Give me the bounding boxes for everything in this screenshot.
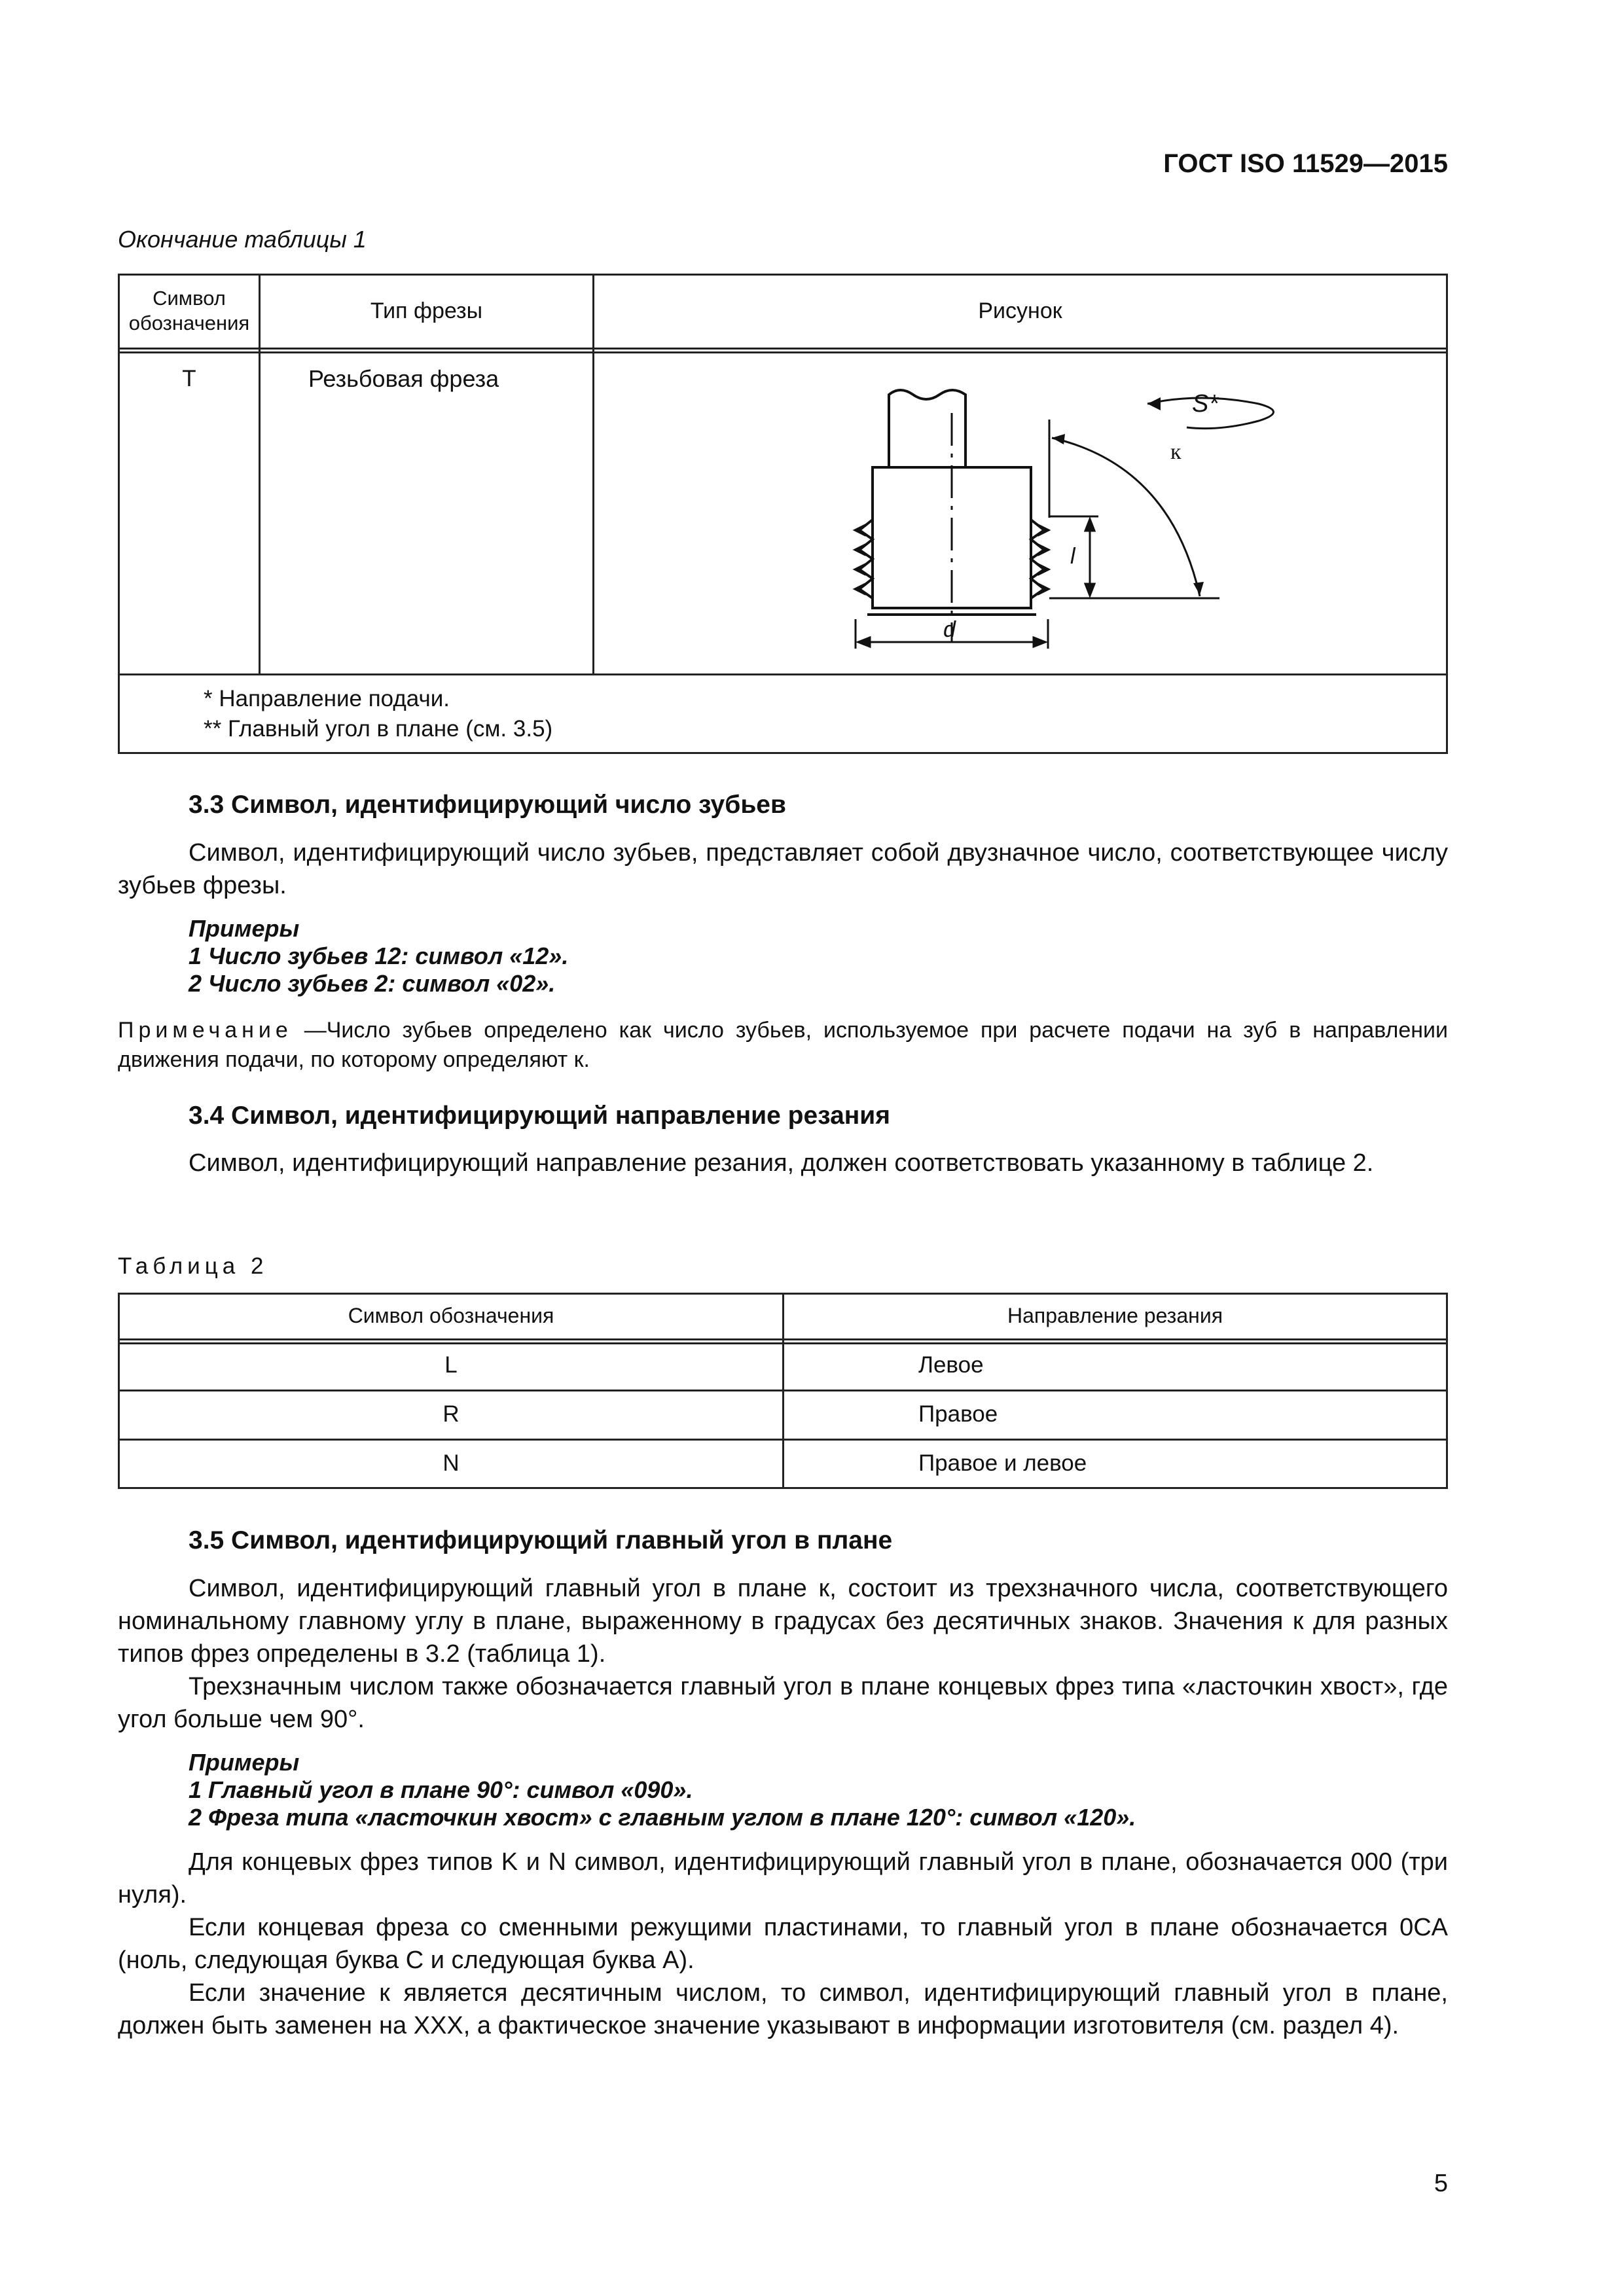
section-3-5-examples: Примеры 1 Главный угол в плане 90°: символ «090». 2 Фреза типа «ласточкин хвост» с главным углом в плане 120°: символ «120». xyxy=(189,1749,1136,1831)
table2-direction-cell: Правое и левое xyxy=(918,1450,1087,1476)
section-3-3-note: Примечание —Число зубьев определено как число зубьев, используемое при расчете подачи на зуб в направлении движения подачи, по которому определяют к. xyxy=(118,1018,1448,1072)
section-3-5-heading: 3.5 Символ, идентифицирующий главный угол в плане xyxy=(189,1526,893,1554)
page-number: 5 xyxy=(1434,2170,1448,2197)
thread-mill-figure xyxy=(807,367,1344,662)
table2-header-direction: Направление резания xyxy=(1007,1304,1223,1327)
section-3-5-paragraph-1: Символ, идентифицирующий главный угол в плане к, состоит из трехзначного числа, соответствующего номинальному главному углу в плане, выраженному в градусах без десятичных знаков. Значения к для разных типов фрез определены в 3.2 (таблица 1). xyxy=(118,1575,1448,1668)
table2 xyxy=(118,1293,1448,1489)
table1-header-figure: Рисунок xyxy=(978,298,1062,323)
section-3-5-paragraph-5: Если значение к является десятичным числом, то символ, идентифицирующий главный угол в плане, должен быть заменен на XXX, а фактическое значение указывают в информации изготовителя (см. раздел 4). xyxy=(118,1979,1448,2039)
section-3-3-paragraph: Символ, идентифицирующий число зубьев, представляет собой двузначное число, соответствующее числу зубьев фрезы. xyxy=(118,839,1448,899)
figure-label-angle: к xyxy=(1170,440,1182,464)
section-3-5-paragraph-3: Для концевых фрез типов K и N символ, идентифицирующий главный угол в плане, обозначается 000 (три нуля). xyxy=(118,1848,1448,1909)
table2-header-rule xyxy=(120,1342,1446,1344)
section-3-5-paragraph-4: Если концевая фреза со сменными режущими пластинами, то главный угол в плане обозначается 0CA (ноль, следующая буква С и следующая буква А). xyxy=(118,1914,1448,1974)
table1-symbol-cell: T xyxy=(182,366,196,391)
table1 xyxy=(118,274,1448,754)
table1-header-rule xyxy=(120,348,1446,350)
table1-footnote-rule xyxy=(120,673,1446,675)
section-3-4-paragraph: Символ, идентифицирующий направление резания, должен соответствовать указанному в таблице 2. xyxy=(189,1149,1374,1177)
table1-divider xyxy=(592,276,594,673)
table1-footnotes: * Направление подачи. ** Главный угол в плане (см. 3.5) xyxy=(204,686,553,742)
figure-label-diameter: d xyxy=(943,617,956,642)
table2-symbol-cell: R xyxy=(442,1401,460,1427)
table1-divider xyxy=(259,276,261,673)
figure-label-length: l xyxy=(1070,544,1075,569)
section-3-5-paragraph-2: Трехзначным числом также обозначается главный угол в плане концевых фрез типа «ласточкин хвост», где угол больше чем 90°. xyxy=(118,1673,1448,1733)
table1-header-type: Тип фрезы xyxy=(370,298,483,323)
figure-label-feed: S* xyxy=(1192,390,1219,418)
section-3-4-heading: 3.4 Символ, идентифицирующий направление резания xyxy=(189,1102,891,1130)
table2-direction-cell: Левое xyxy=(918,1352,984,1378)
table2-header-rule xyxy=(120,1338,1446,1340)
table2-row-rule xyxy=(120,1390,1446,1391)
section-3-3-heading: 3.3 Символ, идентифицирующий число зубьев xyxy=(189,791,786,819)
table2-header-symbol: Символ обозначения xyxy=(348,1304,554,1327)
table2-direction-cell: Правое xyxy=(918,1401,998,1427)
table1-caption: Окончание таблицы 1 xyxy=(118,226,367,253)
table1-header-rule xyxy=(120,351,1446,353)
section-3-3-examples: Примеры 1 Число зубьев 12: символ «12». 2 Число зубьев 2: символ «02». xyxy=(189,915,569,997)
table2-caption: Таблица 2 xyxy=(118,1253,268,1279)
document-header: ГОСТ ISO 11529—2015 xyxy=(1163,149,1448,178)
table2-symbol-cell: L xyxy=(444,1352,458,1378)
table2-symbol-cell: N xyxy=(442,1450,460,1476)
table2-row-rule xyxy=(120,1439,1446,1441)
table1-type-cell: Резьбовая фреза xyxy=(308,365,499,392)
table1-header-symbol: Символ обозначения xyxy=(128,287,250,334)
